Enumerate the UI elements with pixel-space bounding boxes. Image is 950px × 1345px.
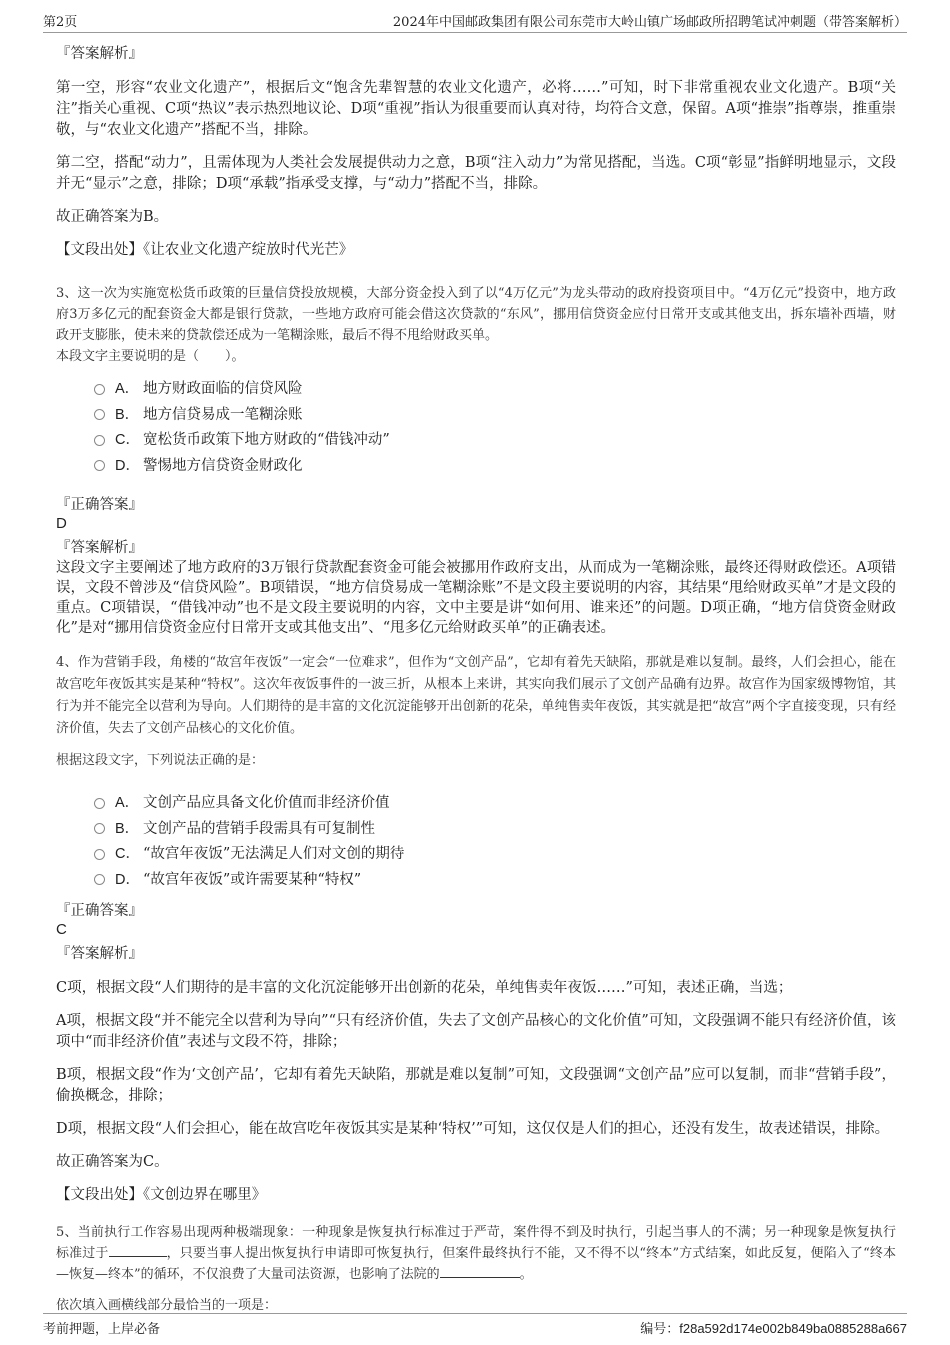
prev-analysis-para1: 第一空，形容“农业文化遗产”，根据后文“饱含先辈智慧的农业文化遗产，必将……”可知，时下非常重视农业文化遗产。B项“关注”指关心重视、C项“热议”表示热烈地议论、D项“重视”指认为很重要而认真对待，均符合文意，保留。A项“推崇”指尊崇，推重崇敬，与“农业文化遗产”搭配不当，排除。 — [56, 80, 896, 138]
question-4 — [56, 652, 896, 1206]
option-text: 宽松货币政策下地方财政的“借钱冲动” — [143, 432, 390, 449]
radio-icon[interactable] — [94, 435, 105, 446]
q5-prompt: 依次填入画横线部分最恰当的一项是： — [56, 1298, 278, 1313]
option-letter: B． — [115, 406, 140, 423]
radio-icon[interactable] — [94, 798, 105, 809]
q3-prompt: 本段文字主要说明的是（ ）。 — [56, 349, 245, 364]
q4-analysis-a: A项，根据文段“并不能完全以营利为导向”“只有经济价值，失去了文创产品核心的文化价值”可知，文段强调不能只有经济价值，该项中“而非经济价值”表述与文段不符，排除； — [56, 1013, 896, 1050]
footer-id: f28a592d174e002b849ba0885288a667 — [679, 1321, 907, 1336]
radio-icon[interactable] — [94, 823, 105, 834]
q4-analysis-label: 『答案解析』 — [56, 946, 143, 962]
q3-option-b[interactable] — [94, 401, 896, 427]
prev-analysis-para2: 第二空，搭配“动力”，且需体现为人类社会发展提供动力之意，B项“注入动力”为常见搭配，当选。C项“彰显”指鲜明地显示，文段并无“显示”之意，排除；D项“承载”指承受支撑，与“动力”搭配不当，排除。 — [56, 155, 896, 192]
q4-answer: C — [56, 921, 67, 938]
q4-analysis-c: C项，根据文段“人们期待的是丰富的文化沉淀能够开出创新的花朵，单纯售卖年夜饭……”可知，表述正确，当选； — [56, 980, 793, 996]
page-footer — [43, 1313, 907, 1337]
q4-prompt: 根据这段文字，下列说法正确的是： — [56, 753, 265, 768]
q3-answer: D — [56, 515, 67, 532]
q3-analysis-label: 『答案解析』 — [56, 540, 143, 556]
prev-conclusion: 故正确答案为B。 — [56, 209, 169, 225]
option-text: 文创产品的营销手段需具有可复制性 — [143, 820, 375, 837]
q3-option-a[interactable] — [94, 375, 896, 401]
q4-option-d[interactable] — [94, 866, 896, 892]
option-letter: A． — [115, 381, 140, 398]
document-body — [56, 44, 896, 1316]
radio-icon[interactable] — [94, 460, 105, 471]
q4-answer-label: 『正确答案』 — [56, 903, 143, 919]
prev-source: 【文段出处】《让农业文化遗产绽放时代光芒》 — [56, 242, 354, 258]
q4-option-c[interactable] — [94, 840, 896, 866]
q3-option-d[interactable] — [94, 452, 896, 478]
option-text: 文创产品应具备文化价值而非经济价值 — [143, 795, 390, 812]
radio-icon[interactable] — [94, 384, 105, 395]
footer-id-block — [640, 1318, 907, 1337]
q4-stem: 4、作为营销手段，角楼的“故宫年夜饭”一定会“一位难求”，但作为“文创产品”，它却有着先天缺陷，那就是难以复制。最终，人们会担心，能在故宫吃年夜饭其实是某种“特权”。这次年夜饭事件的一波三折，从根本上来讲，其实向我们展示了文创产品确有边界。故宫作为国家级博物馆，其行为并不能完全以营利为导向。人们期待的是丰富的文化沉淀能够开出创新的花朵，单纯售卖年夜饭，其实就是把“故宫”两个字直接变现，只有经济价值，失去了文创产品核心的文化价值。 — [56, 655, 896, 736]
option-letter: C． — [115, 432, 140, 449]
document-title: 2024年中国邮政集团有限公司东莞市大岭山镇广场邮政所招聘笔试冲刺题（带答案解析） — [392, 15, 907, 30]
option-text: “故宫年夜饭”无法满足人们对文创的期待 — [143, 846, 405, 863]
q5-stem-part2: ，只要当事人提出恢复执行申请即可恢复执行，但案件最终执行不能，又不得不以“终本”方式结案，如此反复，便陷入了“终本—恢复—终本”的循环，不仅浪费了大量司法资源，也影响了法院的 — [56, 1246, 896, 1282]
question-3 — [56, 283, 896, 638]
option-text: 地方信贷易成一笔糊涂账 — [143, 406, 303, 423]
q4-source: 【文段出处】《文创边界在哪里》 — [56, 1187, 267, 1203]
q4-options — [94, 789, 896, 891]
q4-analysis-b: B项，根据文段“作为‘文创产品’，它却有着先天缺陷，那就是难以复制”可知，文段强调“文创产品”应可以复制，而非“营销手段”，偷换概念，排除； — [56, 1067, 896, 1104]
radio-icon[interactable] — [94, 849, 105, 860]
option-text: 地方财政面临的信贷风险 — [143, 381, 303, 398]
q5-stem — [56, 1222, 896, 1285]
question-5 — [56, 1222, 896, 1316]
q3-answer-label: 『正确答案』 — [56, 497, 143, 513]
fill-blank-1[interactable] — [109, 1244, 167, 1257]
option-letter: C． — [115, 846, 140, 863]
q3-options — [94, 375, 896, 477]
option-text: “故宫年夜饭”或许需要某种“特权” — [143, 871, 362, 888]
q4-option-a[interactable] — [94, 789, 896, 815]
option-letter: A． — [115, 795, 140, 812]
option-letter: D． — [115, 457, 140, 474]
q3-analysis: 这段文字主要阐述了地方政府的3万银行贷款配套资金可能会被挪用作政府支出，从而成为一笔糊涂账，最终还得财政偿还。A项错误，文段不曾涉及“信贷风险”。B项错误，“地方信贷易成一笔糊涂账”不是文段主要说明的内容，其结果“甩给财政买单”才是文段的重点。C项错误，“借钱冲动”也不是文段主要说明的内容，文中主要是讲“如何用、谁来还”的问题。D项正确，“地方信贷资金财政化”是对“挪用信贷资金应付日常开支或其他支出”、“甩多亿元给财政买单”的正确表述。 — [56, 560, 896, 636]
fill-blank-2[interactable] — [440, 1265, 520, 1278]
page-header — [43, 10, 907, 33]
q4-analysis-d: D项，根据文段“人们会担心，能在故宫吃年夜饭其实是某种‘特权’”可知，这仅仅是人们的担心，还没有发生，故表述错误，排除。 — [56, 1121, 890, 1137]
option-text: 警惕地方信贷资金财政化 — [143, 457, 303, 474]
prev-analysis-label: 『答案解析』 — [56, 46, 143, 62]
q4-option-b[interactable] — [94, 815, 896, 841]
q5-stem-part1: 5、当前执行工作容易出现两种极端现象：一种现象是恢复执行标准过于严苛，案件得不到及时执行，引起当事人的不满；另一种现象是恢复执行标准过于 — [56, 1225, 896, 1261]
radio-icon[interactable] — [94, 874, 105, 885]
option-letter: D． — [115, 871, 140, 888]
footer-id-label: 编号： — [640, 1322, 680, 1337]
footer-slogan: 考前押题，上岸必备 — [43, 1322, 161, 1337]
q3-stem: 3、这一次为实施宽松货币政策的巨量信贷投放规模，大部分资金投入到了以“4万亿元”为龙头带动的政府投资项目中。“4万亿元”投资中，地方政府3万多亿元的配套资金大都是银行贷款，一些地方政府可能会借这次贷款的“东风”，挪用信贷资金应付日常开支或其他支出，拆东墙补西墙，财政开支膨胀，使未来的贷款偿还成为一笔糊涂账，最后不得不甩给财政买单。 — [56, 286, 896, 343]
q3-option-c[interactable] — [94, 426, 896, 452]
radio-icon[interactable] — [94, 409, 105, 420]
option-letter: B． — [115, 820, 140, 837]
q4-conclusion: 故正确答案为C。 — [56, 1154, 169, 1170]
page-number: 第2页 — [43, 15, 78, 30]
q5-stem-part3: 。 — [519, 1267, 533, 1282]
